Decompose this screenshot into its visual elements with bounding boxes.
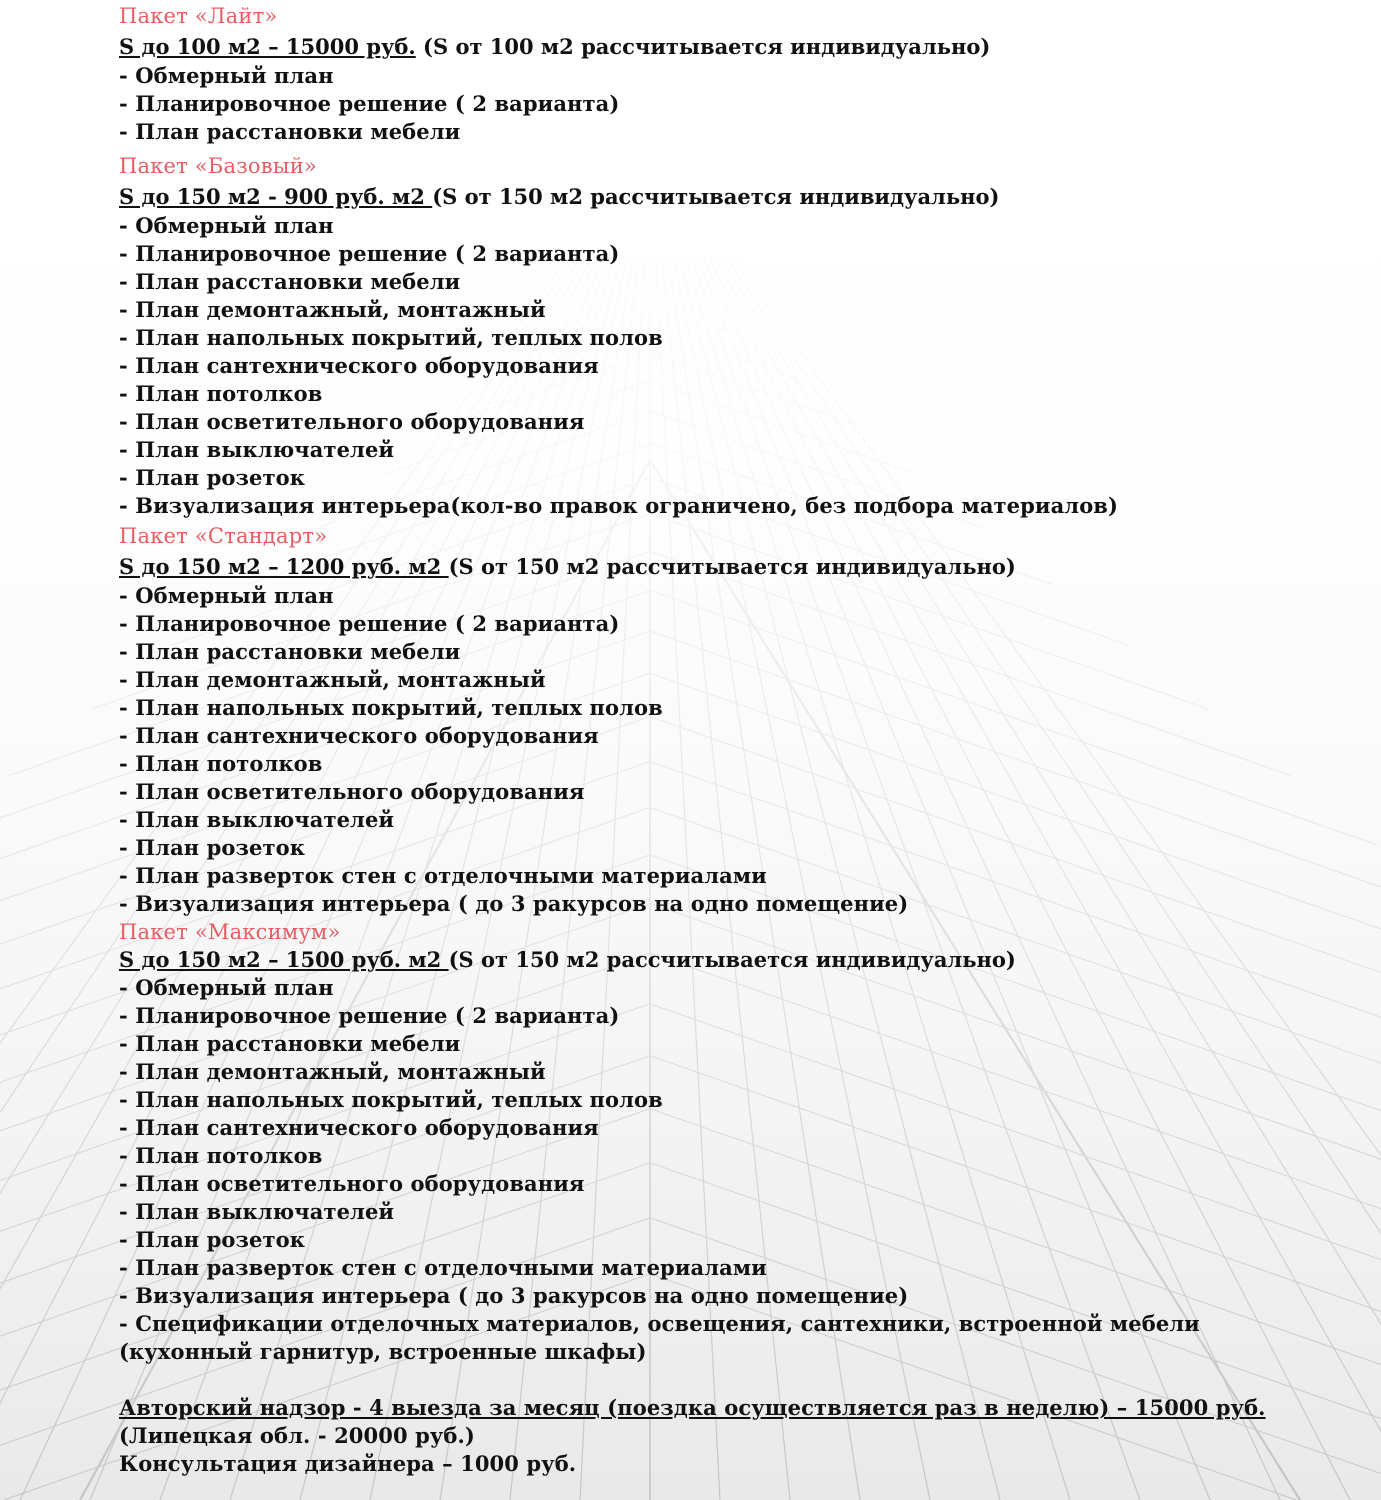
list-item: - План напольных покрытий, теплых полов	[119, 695, 663, 720]
list-item: - План сантехнического оборудования	[119, 723, 599, 748]
supervision-text: Авторский надзор - 4 выезда за месяц (поездка осуществляется раз в неделю) – 15000 руб.	[119, 1395, 1266, 1420]
price-underlined: S до 150 м2 – 1500 руб. м2	[119, 947, 449, 972]
list-item: - Планировочное решение ( 2 варианта)	[119, 241, 620, 266]
list-item: - План сантехнического оборудования	[119, 353, 599, 378]
list-item: - План расстановки мебели	[119, 269, 461, 294]
additional-services	[119, 1394, 1359, 1478]
list-item: - Планировочное решение ( 2 варианта)	[119, 611, 620, 636]
list-item: - План потолков	[119, 381, 323, 406]
list-item: - План потолков	[119, 1143, 323, 1168]
package-maximum	[119, 918, 1359, 1366]
price-underlined: S до 100 м2 – 15000 руб.	[119, 34, 416, 59]
list-item: - Планировочное решение ( 2 варианта)	[119, 91, 620, 116]
package-price	[119, 32, 1359, 62]
supervision-price	[119, 1394, 1359, 1422]
package-title: Пакет «Лайт»	[119, 4, 278, 28]
package-price	[119, 552, 1359, 582]
list-item: - План демонтажный, монтажный	[119, 297, 546, 322]
list-item: - План демонтажный, монтажный	[119, 667, 546, 692]
list-item: - План расстановки мебели	[119, 639, 461, 664]
list-item: - План демонтажный, монтажный	[119, 1059, 546, 1084]
price-note: (S от 150 м2 рассчитывается индивидуально)	[432, 184, 1000, 209]
price-underlined: S до 150 м2 - 900 руб. м2	[119, 184, 433, 209]
list-item: - План розеток	[119, 1227, 305, 1252]
package-standard	[119, 520, 1359, 918]
list-item: - План напольных покрытий, теплых полов	[119, 325, 663, 350]
list-item: - Обмерный план	[119, 583, 334, 608]
price-underlined: S до 150 м2 – 1200 руб. м2	[119, 554, 449, 579]
list-item: - План расстановки мебели	[119, 119, 461, 144]
package-title: Пакет «Стандарт»	[119, 524, 328, 548]
list-item: - План выключателей	[119, 807, 395, 832]
list-item: - Обмерный план	[119, 975, 334, 1000]
list-item: - План потолков	[119, 751, 323, 776]
package-title: Пакет «Максимум»	[119, 920, 341, 944]
package-basic	[119, 150, 1359, 520]
package-title: Пакет «Базовый»	[119, 154, 317, 178]
list-item: - Планировочное решение ( 2 варианта)	[119, 1003, 620, 1028]
list-item: - План осветительного оборудования	[119, 779, 585, 804]
price-note: (S от 150 м2 рассчитывается индивидуально)	[448, 947, 1016, 972]
list-item: - План разверток стен с отделочными материалами	[119, 1255, 767, 1280]
list-item: - Спецификации отделочных материалов, освещения, сантехники, встроенной мебели (кухонный гарнитур, встроенные шкафы)	[119, 1311, 1200, 1364]
price-note: (S от 100 м2 рассчитывается индивидуально)	[415, 34, 991, 59]
list-item: - Визуализация интерьера ( до 3 ракурсов на одно помещение)	[119, 1283, 909, 1308]
list-item: - План разверток стен с отделочными материалами	[119, 863, 767, 888]
price-note: (S от 150 м2 рассчитывается индивидуально)	[448, 554, 1016, 579]
lipetsk-price: (Липецкая обл. - 20000 руб.)	[119, 1423, 475, 1448]
list-item: - План расстановки мебели	[119, 1031, 461, 1056]
list-item: - План розеток	[119, 465, 305, 490]
list-item: - Обмерный план	[119, 213, 334, 238]
list-item: - План осветительного оборудования	[119, 409, 585, 434]
list-item: - Визуализация интерьера(кол-во правок ограничено, без подбора материалов)	[119, 493, 1119, 518]
package-price	[119, 946, 1359, 974]
list-item: - План выключателей	[119, 1199, 395, 1224]
list-item: - План выключателей	[119, 437, 395, 462]
list-item: - План розеток	[119, 835, 305, 860]
package-lite	[119, 0, 1359, 146]
list-item: - План осветительного оборудования	[119, 1171, 585, 1196]
list-item: - План сантехнического оборудования	[119, 1115, 599, 1140]
package-price	[119, 182, 1359, 212]
list-item: - Обмерный план	[119, 63, 334, 88]
consultation-price: Консультация дизайнера – 1000 руб.	[119, 1451, 577, 1476]
list-item: - Визуализация интерьера ( до 3 ракурсов на одно помещение)	[119, 891, 909, 916]
list-item: - План напольных покрытий, теплых полов	[119, 1087, 663, 1112]
price-list	[119, 0, 1359, 1478]
